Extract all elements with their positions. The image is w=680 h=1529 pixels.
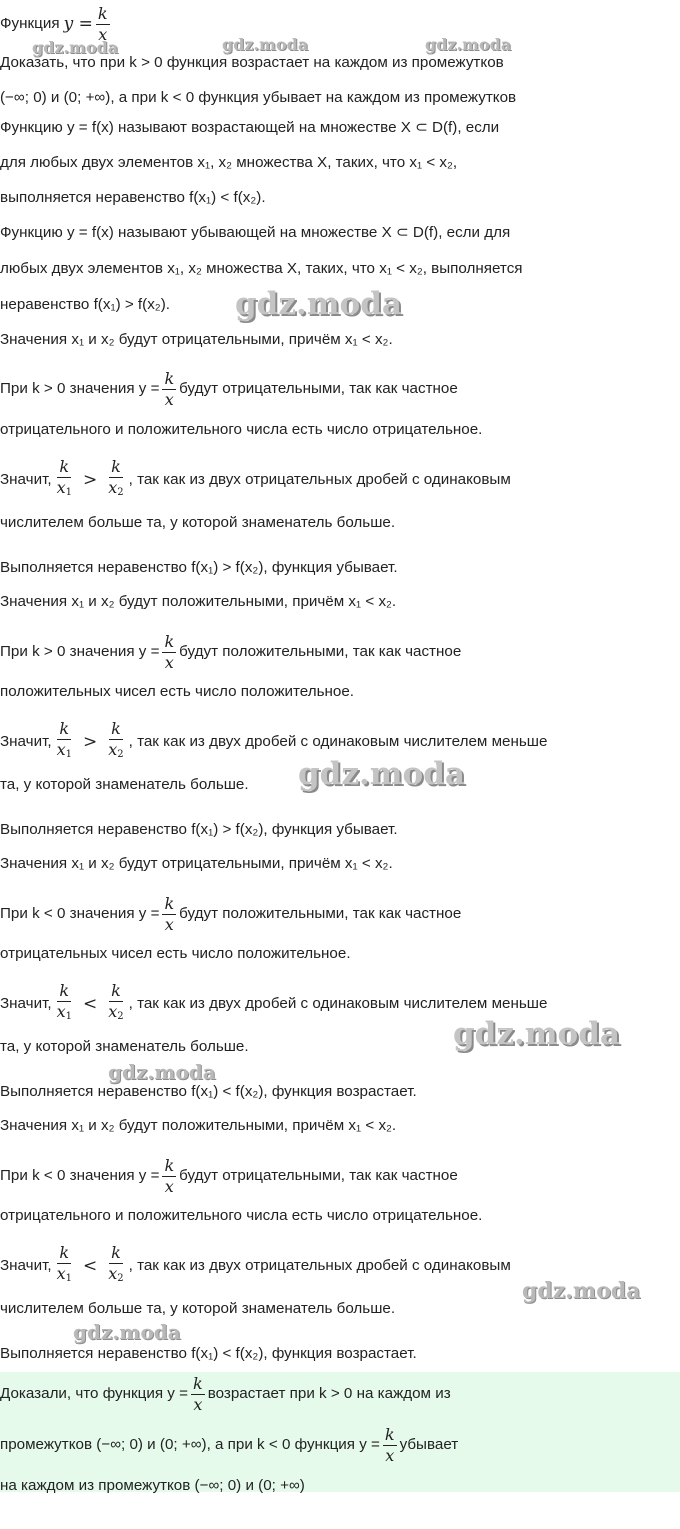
frac-den-var: x xyxy=(56,740,66,759)
case3-reason-text: отрицательных чисел есть число положительное. xyxy=(0,945,351,962)
frac-den xyxy=(106,478,125,502)
frac-den-sub: 1 xyxy=(65,1011,72,1022)
frac-den-var: x xyxy=(108,478,118,497)
case2-compare xyxy=(0,720,547,764)
watermark: gdz.moda xyxy=(453,1016,620,1052)
watermark: gdz.moda xyxy=(298,756,465,792)
frac-num: k xyxy=(111,981,121,1000)
case1-compare-text-2: числителем больше та, у которой знаменатель больше. xyxy=(0,514,396,531)
watermark: gdz.moda xyxy=(522,1278,641,1304)
case3-result xyxy=(0,1081,417,1103)
case3-compare-frac-right xyxy=(106,982,125,1026)
frac-den: x xyxy=(164,1176,174,1196)
case2-compare-frac-left xyxy=(55,720,74,764)
case3-values xyxy=(0,853,393,875)
case3-result-text: Выполняется неравенство f(x₁) < f(x₂), функция возрастает. xyxy=(0,1083,417,1100)
case3-sign xyxy=(0,892,461,936)
case3-compare-frac-left xyxy=(55,982,74,1026)
case2-compare-text-2: та, у которой знаменатель больше. xyxy=(0,776,249,793)
summary-fraction-2 xyxy=(383,1426,397,1465)
case4-result-text: Выполняется неравенство f(x₁) < f(x₂), функция возрастает. xyxy=(0,1345,417,1362)
case2-compare-prefix: Значит, xyxy=(0,733,52,750)
frac-num: k xyxy=(59,981,70,1000)
frac-den-sub: 1 xyxy=(65,1273,72,1284)
frac-num: k xyxy=(59,1243,70,1262)
case2-compare-op: > xyxy=(82,732,98,752)
summary-text-3: на каждом из промежутков (−∞; 0) и (0; +∞) xyxy=(0,1477,305,1494)
case2-values-text: Значения x₁ и x₂ будут положительными, причём x₁ < x₂. xyxy=(0,593,397,610)
case2-sign xyxy=(0,630,461,674)
frac-den-sub: 2 xyxy=(117,1011,124,1022)
summary-text-1a: Доказали, что функция y = xyxy=(0,1385,188,1402)
case4-sign xyxy=(0,1154,458,1198)
frac-den-var: x xyxy=(108,740,118,759)
watermark: gdz.moda xyxy=(32,38,119,57)
case1-sign-a: При k > 0 значения y = xyxy=(0,380,160,397)
case3-reason xyxy=(0,943,351,965)
definition-increasing-3 xyxy=(0,187,266,209)
case2-values xyxy=(0,591,396,613)
frac-den-var: x xyxy=(56,1264,66,1283)
summary-text-2a: промежутков (−∞; 0) и (0; +∞), а при k < 0 функция y = xyxy=(0,1436,380,1453)
case2-reason xyxy=(0,681,354,703)
frac-den xyxy=(55,740,74,764)
case4-reason-text: отрицательного и положительного числа есть число отрицательное. xyxy=(0,1207,483,1224)
case1-compare xyxy=(0,458,511,502)
case1-values xyxy=(0,329,393,351)
frac-den: x xyxy=(164,652,174,672)
case2-compare-2 xyxy=(0,774,249,796)
frac-num: k xyxy=(59,457,70,476)
case1-compare-prefix: Значит, xyxy=(0,471,52,488)
case1-compare-2 xyxy=(0,512,395,534)
case4-result xyxy=(0,1343,417,1365)
definition-increasing-1 xyxy=(0,117,499,139)
case2-compare-frac-right xyxy=(106,720,125,764)
definition-decreasing-text-3: неравенство f(x₁) > f(x₂). xyxy=(0,296,170,313)
case1-result xyxy=(0,557,398,579)
case3-sign-a: При k < 0 значения y = xyxy=(0,905,160,922)
case4-values-text: Значения x₁ и x₂ будут положительными, причём x₁ < x₂. xyxy=(0,1117,397,1134)
case1-sign-fraction xyxy=(162,370,176,409)
case2-reason-text: положительных чисел есть число положительное. xyxy=(0,683,355,700)
summary-text-2b: убывает xyxy=(399,1436,459,1453)
frac-num: k xyxy=(111,719,121,738)
case3-compare-text-2: та, у которой знаменатель больше. xyxy=(0,1038,249,1055)
case1-sign-b: будут отрицательными, так как частное xyxy=(179,380,458,397)
frac-den-sub: 1 xyxy=(65,749,72,760)
frac-den xyxy=(106,1002,125,1026)
watermark: gdz.moda xyxy=(235,286,402,322)
case4-values xyxy=(0,1115,396,1137)
watermark: gdz.moda xyxy=(222,35,309,54)
definition-increasing-2 xyxy=(0,152,457,174)
summary-line-1 xyxy=(0,1372,451,1416)
case1-compare-op: > xyxy=(82,470,98,490)
case3-compare-op: < xyxy=(82,994,98,1014)
case4-sign-a: При k < 0 значения y = xyxy=(0,1167,160,1184)
frac-den: x xyxy=(164,914,174,934)
frac-den xyxy=(55,1264,74,1288)
header-frac-den: x xyxy=(98,24,108,44)
frac-den xyxy=(55,478,74,502)
frac-num: k xyxy=(384,1424,395,1444)
case4-reason xyxy=(0,1205,482,1227)
frac-num: k xyxy=(192,1373,203,1393)
task-text-2: (−∞; 0) и (0; +∞), а при k < 0 функция убывает на каждом из промежутков xyxy=(0,89,517,106)
case3-sign-fraction xyxy=(162,895,176,934)
summary-text-1b: возрастает при k > 0 на каждом из xyxy=(207,1385,451,1402)
frac-num: k xyxy=(164,1155,175,1175)
frac-num: k xyxy=(164,631,175,651)
case1-result-text: Выполняется неравенство f(x₁) > f(x₂), функция убывает. xyxy=(0,559,398,576)
header-title: Функция xyxy=(0,15,60,32)
frac-den-sub: 2 xyxy=(117,749,124,760)
frac-den-sub: 2 xyxy=(117,487,124,498)
frac-num: k xyxy=(111,457,121,476)
case3-compare-prefix: Значит, xyxy=(0,995,52,1012)
case4-compare-text: , так как из двух отрицательных дробей с одинаковым xyxy=(128,1257,511,1274)
case4-compare-prefix: Значит, xyxy=(0,1257,52,1274)
frac-den-var: x xyxy=(56,1002,66,1021)
case3-sign-b: будут положительными, так как частное xyxy=(179,905,462,922)
case1-compare-frac-right xyxy=(106,458,125,502)
case1-values-text: Значения x₁ и x₂ будут отрицательными, причём x₁ < x₂. xyxy=(0,331,393,348)
case3-compare-2 xyxy=(0,1036,249,1058)
frac-num: k xyxy=(164,368,175,388)
definition-decreasing-2 xyxy=(0,258,523,280)
case2-result xyxy=(0,819,398,841)
frac-den-sub: 2 xyxy=(117,1273,124,1284)
case4-compare-2 xyxy=(0,1298,395,1320)
frac-den-sub: 1 xyxy=(65,487,72,498)
summary-fraction-1 xyxy=(191,1375,205,1414)
case4-sign-fraction xyxy=(162,1157,176,1196)
frac-den xyxy=(55,1002,74,1026)
summary-line-3 xyxy=(0,1475,305,1497)
frac-den-var: x xyxy=(108,1002,118,1021)
watermark: gdz.moda xyxy=(73,1320,181,1344)
case4-compare-frac-left xyxy=(55,1244,74,1288)
case3-compare-text: , так как из двух дробей с одинаковым числителем меньше xyxy=(128,995,548,1012)
case1-compare-frac-left xyxy=(55,458,74,502)
case2-sign-a: При k > 0 значения y = xyxy=(0,643,160,660)
case1-compare-text: , так как из двух отрицательных дробей с одинаковым xyxy=(128,471,511,488)
task-text-1: Доказать, что при k > 0 функция возрастает на каждом из промежутков xyxy=(0,54,504,71)
header-frac-num: k xyxy=(97,3,108,23)
case2-sign-fraction xyxy=(162,633,176,672)
frac-den-var: x xyxy=(56,478,66,497)
frac-den: x xyxy=(164,389,174,409)
case2-sign-b: будут положительными, так как частное xyxy=(179,643,462,660)
definition-decreasing-1 xyxy=(0,222,510,244)
frac-num: k xyxy=(111,1243,121,1262)
header-function-lhs: y = xyxy=(63,14,93,34)
case1-reason-text: отрицательного и положительного числа есть число отрицательное. xyxy=(0,421,483,438)
frac-num: k xyxy=(164,893,175,913)
task-line-2 xyxy=(0,87,516,109)
definition-decreasing-text-2: любых двух элементов x₁, x₂ множества X, таких, что x₁ < x₂, выполняется xyxy=(0,260,523,277)
case4-compare xyxy=(0,1244,511,1288)
case2-result-text: Выполняется неравенство f(x₁) > f(x₂), функция убывает. xyxy=(0,821,398,838)
frac-den-var: x xyxy=(108,1264,118,1283)
case4-compare-frac-right xyxy=(106,1244,125,1288)
definition-decreasing-text-1: Функцию y = f(x) называют убывающей на множестве X ⊂ D(f), если для xyxy=(0,224,511,241)
case3-values-text: Значения x₁ и x₂ будут отрицательными, причём x₁ < x₂. xyxy=(0,855,393,872)
frac-den xyxy=(106,1264,125,1288)
case4-sign-b: будут отрицательными, так как частное xyxy=(179,1167,458,1184)
case4-compare-op: < xyxy=(82,1256,98,1276)
definition-decreasing-3 xyxy=(0,294,170,316)
case1-sign xyxy=(0,367,458,411)
watermark: gdz.moda xyxy=(425,35,512,54)
definition-increasing-text-1: Функцию y = f(x) называют возрастающей на множестве X ⊂ D(f), если xyxy=(0,119,500,136)
frac-num: k xyxy=(59,719,70,738)
definition-increasing-text-2: для любых двух элементов x₁, x₂ множества X, таких, что x₁ < x₂, xyxy=(0,154,458,171)
case1-reason xyxy=(0,419,482,441)
case4-compare-text-2: числителем больше та, у которой знаменатель больше. xyxy=(0,1300,396,1317)
watermark: gdz.moda xyxy=(108,1060,216,1084)
definition-increasing-text-3: выполняется неравенство f(x₁) < f(x₂). xyxy=(0,189,266,206)
frac-den: x xyxy=(193,1394,203,1414)
summary-line-2 xyxy=(0,1423,458,1467)
frac-den: x xyxy=(385,1445,395,1465)
frac-den xyxy=(106,740,125,764)
case2-compare-text: , так как из двух дробей с одинаковым числителем меньше xyxy=(128,733,548,750)
